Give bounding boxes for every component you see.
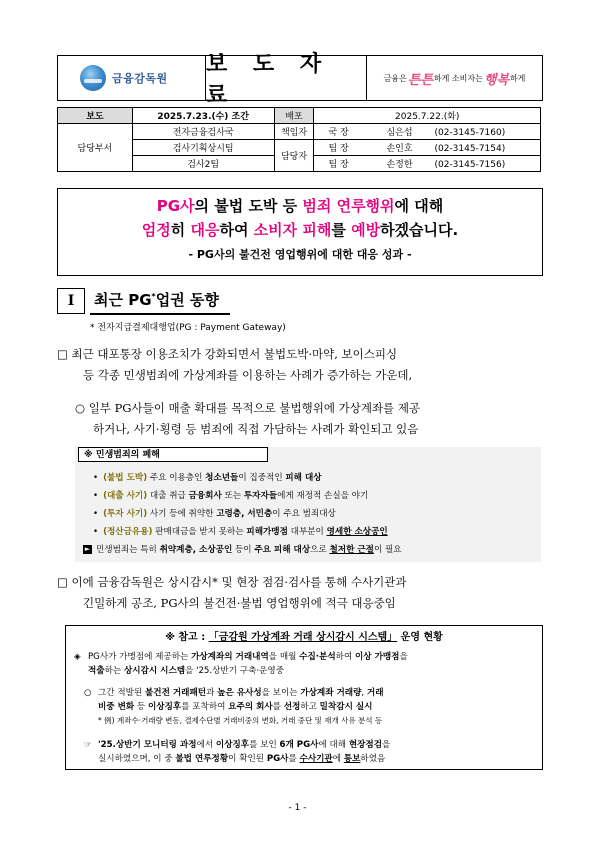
- headline-subtitle: - PG사의 불건전 영업행위에 대한 대응 성과 -: [188, 248, 412, 261]
- reference-box: [65, 625, 543, 770]
- circle-bullet-icon: ○: [84, 688, 92, 698]
- footnote-pg: * 전자지급결제대행업(PG : Payment Gateway): [90, 323, 286, 333]
- reference-item-3: ☞ '25.상반기 모니터링 과정에서 이상징후를 보인 6개 PG사에 대해 현장점검을 실시하였으며, 이 중 불법 연루정황이 확인된 PG사를 수사기관에 통보하였음: [84, 740, 391, 764]
- resp-label: 책임자: [274, 124, 314, 140]
- fss-logo: [58, 56, 206, 100]
- list-item: • (투자 사기) 사기 등에 취약한 고령층, 서민층이 주요 범죄대상: [93, 505, 388, 523]
- reference-item-1: ◈ PG사가 가맹점에 제공하는 가상계좌의 거래내역을 매월 수집·분석하여 이상 가맹점을 적출하는 상시감시 시스템을 '25.상반기 구축·운영중: [74, 652, 408, 676]
- dept-line: 전자금융검사국: [132, 124, 274, 140]
- slogan-highlight: 행복: [483, 72, 509, 88]
- dept-line: 검사2팀: [132, 156, 274, 172]
- contact-row: 팀 장 손인호 (02-3145-7154): [314, 140, 541, 156]
- logo-text: 금융감독원: [112, 72, 168, 85]
- contact-row: 팀 장 손정한 (02-3145-7156): [314, 156, 541, 172]
- release-value: 2025.7.23.(수) 조간: [132, 108, 274, 124]
- fss-logo-icon: [80, 65, 106, 91]
- contact-row: 국 장 심은섭 (02-3145-7160): [314, 124, 541, 140]
- slogan-highlight: 튼튼: [407, 72, 433, 88]
- dist-value: 2025.7.22.(화): [314, 108, 541, 124]
- list-item: • (불법 도박) 주요 이용층인 청소년들이 집중적인 피해 대상: [93, 469, 388, 487]
- page-number: - 1 -: [288, 803, 307, 813]
- diamond-icon: ◈: [74, 652, 81, 662]
- dept-line: 검사기획상시팀: [132, 140, 274, 156]
- arrow-box-icon: ►: [84, 545, 91, 553]
- charge-label: 담당자: [274, 140, 314, 172]
- headline-line2: 엄정히 대응하여 소비자 피해를 예방하겠습니다.: [141, 221, 459, 239]
- harm-box-title: ※ 민생범죄의 폐해: [78, 447, 268, 462]
- release-info-table: [57, 107, 541, 172]
- paragraph-2: ○ 일부 PG사들이 매출 확대를 목적으로 불법행위에 가상계좌를 제공 하거나, 사기·횡령 등 범죄에 직접 가담하는 사례가 확인되고 있음: [75, 401, 421, 436]
- headline-line1: PG사의 불법 도박 등 범죄 연루행위에 대해: [156, 197, 444, 215]
- slogan-text: 하게 소비자는: [433, 73, 483, 83]
- paragraph-3: □ 이에 금융감독원은 상시감시* 및 현장 점검·검사를 통해 수사기관과 긴밀하게 공조, PG사의 불건전·불법 영업행위에 적극 대응중임: [57, 575, 407, 610]
- reference-item-2: ○ 그간 적발된 불건전 거래패턴과 높은 유사성을 보이는 가상계좌 거래량, 거래 비중 변화 등 이상징후를 포착하여 요주의 회사를 선정하고 밀착감시 실시 * 例) 계좌수·거래량 변동, 결제수단별 거래비중의 변화, 거래 중단 및 재개 사유 분석 등: [84, 688, 384, 725]
- section-title: 최근 PG*업권 동향: [94, 291, 219, 309]
- press-header: [57, 52, 543, 108]
- section-number: Ⅰ: [57, 288, 85, 314]
- slogan: [367, 56, 542, 100]
- pointing-hand-icon: ☞: [84, 740, 92, 750]
- harm-list: [93, 469, 388, 541]
- slogan-text: 금융은: [383, 73, 407, 83]
- release-label: 보도: [58, 108, 133, 124]
- reference-box-title: ※ 참고 : 「금감원 가상계좌 거래 상시감시 시스템」 운영 현황: [165, 632, 443, 643]
- harm-box: [75, 447, 541, 562]
- harm-box-footer: ► 민생범죄는 특히 취약계층, 소상공인 등이 주요 피해 대상으로 철저한 근절이 필요: [84, 545, 402, 555]
- dept-label: 담당부서: [58, 124, 133, 172]
- list-item: • (정산금유용) 판매대금을 받지 못하는 피해가맹점 대부분이 영세한 소상공인: [93, 523, 388, 541]
- doc-title: 보 도 자 료: [206, 56, 367, 100]
- section-underline: [90, 313, 230, 315]
- slogan-text: 하게: [509, 73, 526, 83]
- list-item: • (대출 사기) 대출 취급 금융회사 또는 투자자들에게 재정적 손실을 야기: [93, 487, 388, 505]
- paragraph-1: □ 최근 대포통장 이용조치가 강화되면서 불법도박·마약, 보이스피싱 등 각종 민생범죄에 가상계좌를 이용하는 사례가 증가하는 가운데,: [57, 347, 413, 382]
- headline-box: [57, 188, 543, 276]
- dist-label: 배포: [274, 108, 314, 124]
